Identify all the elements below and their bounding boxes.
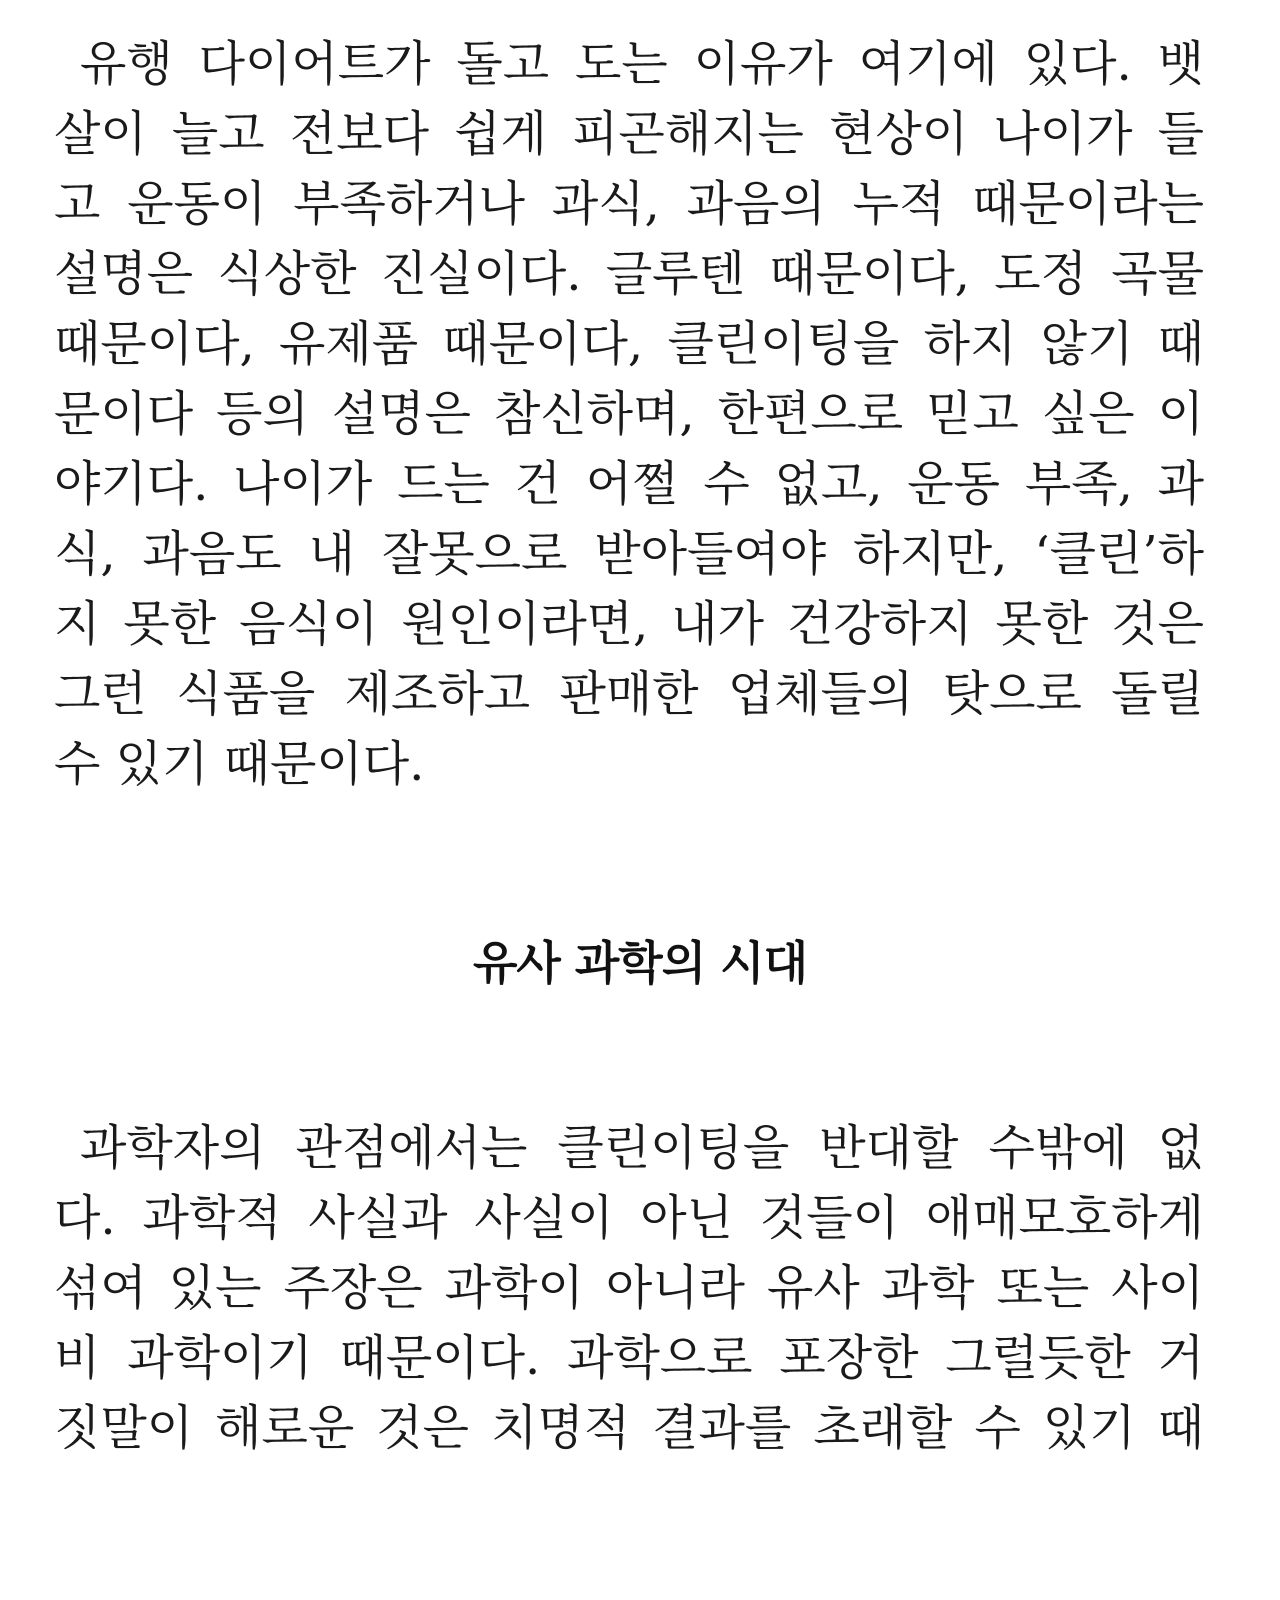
text-line: 유행 다이어트가 돌고 도는 이유가 여기에 있다. 뱃 (80, 36, 1204, 92)
text-line: 지 못한 음식이 원인이라면, 내가 건강하지 못한 것은 (54, 596, 1204, 652)
text-line: 야기다. 나이가 드는 건 어쩔 수 없고, 운동 부족, 과 (54, 456, 1204, 512)
text-line: 과학자의 관점에서는 클린이팅을 반대할 수밖에 없 (80, 1120, 1204, 1176)
text-line: 살이 늘고 전보다 쉽게 피곤해지는 현상이 나이가 들 (54, 106, 1204, 162)
text-line: 설명은 식상한 진실이다. 글루텐 때문이다, 도정 곡물 (54, 246, 1204, 302)
text-line: 문이다 등의 설명은 참신하며, 한편으로 믿고 싶은 이 (54, 386, 1204, 442)
text-line: 비 과학이기 때문이다. 과학으로 포장한 그럴듯한 거 (54, 1330, 1204, 1386)
text-line: 그런 식품을 제조하고 판매한 업체들의 탓으로 돌릴 (54, 666, 1204, 722)
text-line: 짓말이 해로운 것은 치명적 결과를 초래할 수 있기 때 (54, 1400, 1204, 1456)
text-line: 식, 과음도 내 잘못으로 받아들여야 하지만, ‘클린’하 (54, 526, 1204, 582)
section-heading: 유사 과학의 시대 (472, 936, 808, 990)
text-line: 다. 과학적 사실과 사실이 아닌 것들이 애매모호하게 (54, 1190, 1204, 1246)
text-line: 고 운동이 부족하거나 과식, 과음의 누적 때문이라는 (54, 176, 1204, 232)
text-line: 섞여 있는 주장은 과학이 아니라 유사 과학 또는 사이 (54, 1260, 1204, 1316)
text-line: 때문이다, 유제품 때문이다, 클린이팅을 하지 않기 때 (54, 316, 1204, 372)
text-line: 수 있기 때문이다. (54, 736, 425, 792)
